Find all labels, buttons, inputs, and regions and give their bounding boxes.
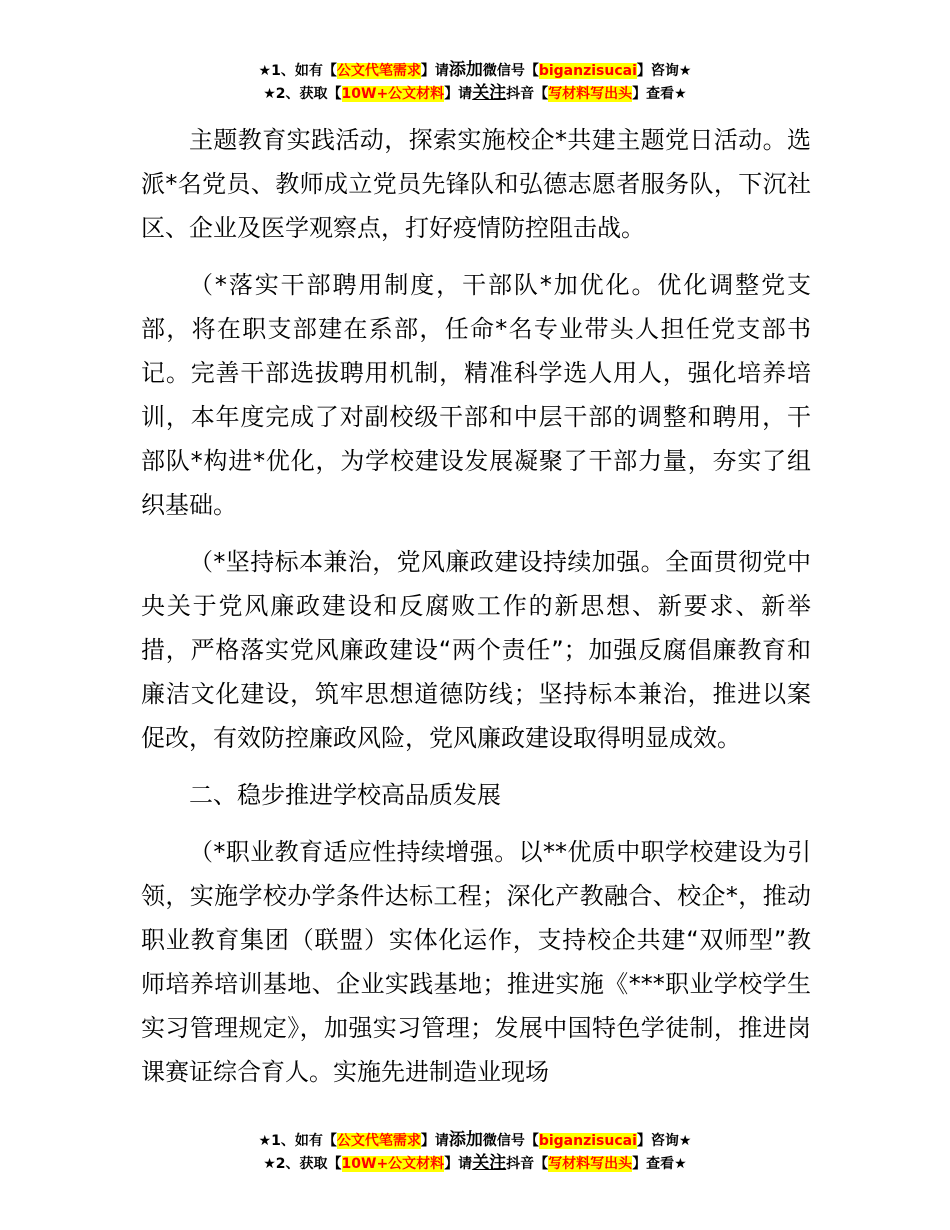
paragraph: （*职业教育适应性持续增强。以**优质中职学校建设为引领，实施学校办学条件达标工程；深化产教融合、校企*，推动职业教育集团（联盟）实体化运作，支持校企共建“双师型”教师培养培训基地、企业实践基地；推进实施《***职业学校学生实习管理规定》，加强实习管理；发展中国特色学徒制，推进岗课赛证综合育人。实施先进制造业现场 xyxy=(141,838,811,1086)
banner-highlight: 写材料写出头 xyxy=(548,1156,633,1172)
banner-emphasis: 添加 xyxy=(448,1130,483,1150)
banner-line-1 xyxy=(0,59,950,82)
footer-banner xyxy=(0,1129,950,1175)
banner-text: ★2、获取【 xyxy=(263,1156,342,1172)
banner-text: 抖音【 xyxy=(506,1156,549,1172)
banner-text: ★1、如有【 xyxy=(258,1133,337,1149)
banner-text: 微信号【 xyxy=(482,1133,539,1149)
banner-text: 】请 xyxy=(420,1133,449,1149)
paragraph: （*坚持标本兼治，党风廉政建设持续加强。全面贯彻党中央关于党风廉政建设和反腐败工作的新思想、新要求、新举措，严格落实党风廉政建设“两个责任”；加强反腐倡廉教育和廉洁文化建设，筑牢思想道德防线；坚持标本兼治，推进以案促改，有效防控廉政风险，党风廉政建设取得明显成效。 xyxy=(141,548,811,752)
paragraph: （*落实干部聘用制度，干部队*加优化。优化调整党支部，将在职支部建在系部，任命*名专业带头人担任党支部书记。完善干部选拔聘用机制，精准科学选人用人，强化培养培训，本年度完成了对副校级干部和中层干部的调整和聘用，干部队*构进*优化，为学校建设发展凝聚了干部力量，夯实了组织基础。 xyxy=(141,271,811,519)
banner-line-1 xyxy=(0,1129,950,1152)
banner-highlight: 写材料写出头 xyxy=(548,86,633,102)
banner-text: 】请 xyxy=(420,63,449,79)
banner-highlight: biganzisucai xyxy=(538,1133,637,1149)
banner-text: 】请 xyxy=(444,86,473,102)
banner-text: 】查看★ xyxy=(632,1156,687,1172)
banner-text: 抖音【 xyxy=(506,86,549,102)
banner-text: 】请 xyxy=(444,1156,473,1172)
banner-highlight: 10W+公文材料 xyxy=(341,86,445,102)
banner-highlight: 10W+公文材料 xyxy=(341,1156,445,1172)
banner-text: 微信号【 xyxy=(482,63,539,79)
banner-line-2 xyxy=(0,82,950,105)
banner-text: 】咨询★ xyxy=(636,1133,692,1149)
banner-emphasis: 添加 xyxy=(448,60,483,80)
document-body xyxy=(141,118,811,1107)
banner-emphasis: 关注 xyxy=(472,1153,507,1173)
section-heading: 二、稳步推进学校高品质发展 xyxy=(189,781,501,809)
banner-line-2 xyxy=(0,1152,950,1175)
banner-text: 】咨询★ xyxy=(636,63,692,79)
banner-text: ★2、获取【 xyxy=(263,86,342,102)
banner-text: ★1、如有【 xyxy=(258,63,337,79)
banner-highlight: 公文代笔需求 xyxy=(336,1133,421,1149)
banner-text: 】查看★ xyxy=(632,86,687,102)
banner-emphasis: 关注 xyxy=(472,83,507,103)
banner-highlight: biganzisucai xyxy=(538,63,637,79)
banner-highlight: 公文代笔需求 xyxy=(336,63,421,79)
paragraph: 主题教育实践活动，探索实施校企*共建主题党日活动。选派*名党员、教师成立党员先锋队和弘德志愿者服务队，下沉社区、企业及医学观察点，打好疫情防控阻击战。 xyxy=(141,126,811,242)
header-banner xyxy=(0,59,950,105)
